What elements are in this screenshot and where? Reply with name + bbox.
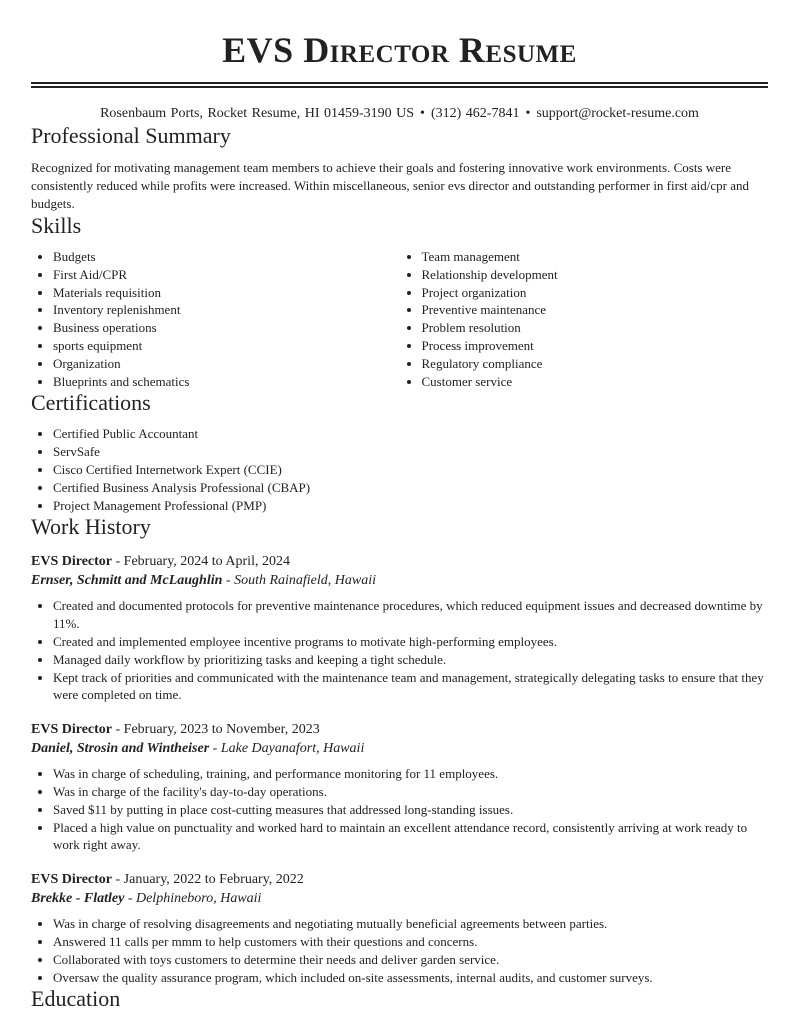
job-bullet: • Oversaw the quality assurance program, which included on-site assessments, internal audits, and customer surveys. bbox=[53, 969, 768, 987]
skill-item: • Project organization bbox=[422, 284, 769, 302]
skill-item: • Blueprints and schematics bbox=[53, 373, 400, 391]
skill-item: • Organization bbox=[53, 355, 400, 373]
skill-item: • Customer service bbox=[422, 373, 769, 391]
job-location: - South Rainafield, Hawaii bbox=[225, 573, 377, 589]
skill-item: • Preventive maintenance bbox=[422, 301, 769, 319]
job-bullet: • Kept track of priorities and communicated with the maintenance team and management, strategically delegating tasks to ensure that they were completed on time. bbox=[53, 669, 768, 705]
job-bullet: • Was in charge of resolving disagreements and negotiating mutually beneficial agreements between parties. bbox=[53, 915, 768, 933]
contact-separator: • bbox=[420, 106, 425, 121]
skill-item: • Budgets bbox=[53, 248, 400, 266]
certifications-list bbox=[31, 425, 768, 514]
job-location: - Delphineboro, Hawaii bbox=[127, 891, 262, 907]
job-title-line bbox=[31, 553, 768, 571]
job-bullets bbox=[31, 915, 768, 986]
job-location: - Lake Dayanafort, Hawaii bbox=[212, 741, 365, 757]
summary-text: Recognized for motivating management team members to achieve their goals and fostering innovative work environments. Costs were consistently reduced while profits were increased. Within miscellaneous, senior evs director and outstanding performer in first aid/cpr and budgets. bbox=[31, 160, 749, 211]
job-entry bbox=[31, 721, 768, 854]
skill-item: • Materials requisition bbox=[53, 284, 400, 302]
job-company: Daniel, Strosin and Wintheiser bbox=[31, 741, 210, 757]
job-title: EVS Director bbox=[31, 722, 112, 738]
job-dates: - February, 2024 to April, 2024 bbox=[115, 554, 290, 570]
skills-list bbox=[31, 248, 768, 390]
skill-item: • Business operations bbox=[53, 319, 400, 337]
certification-item: • Project Management Professional (PMP) bbox=[53, 497, 768, 515]
skill-item: • sports equipment bbox=[53, 337, 400, 355]
work-history-heading: Work History bbox=[31, 514, 151, 540]
certification-item: • Certified Public Accountant bbox=[53, 425, 768, 443]
education-heading: Education bbox=[31, 986, 121, 1012]
job-bullet: • Created and implemented employee incentive programs to motivate high-performing employees. bbox=[53, 633, 768, 651]
job-company: Ernser, Schmitt and McLaughlin bbox=[31, 573, 223, 589]
job-title: EVS Director bbox=[31, 554, 112, 570]
skills-column-left bbox=[31, 248, 400, 390]
certification-item: • ServSafe bbox=[53, 443, 768, 461]
job-bullets bbox=[31, 765, 768, 854]
skill-item: • Problem resolution bbox=[422, 319, 769, 337]
skill-item: • First Aid/CPR bbox=[53, 266, 400, 284]
summary-heading: Professional Summary bbox=[31, 123, 231, 148]
job-company: Brekke - Flatley bbox=[31, 891, 125, 907]
job-bullet: • Was in charge of the facility's day-to-day operations. bbox=[53, 783, 768, 801]
certifications-heading: Certifications bbox=[31, 390, 151, 416]
job-title-line bbox=[31, 721, 768, 739]
job-bullet: • Managed daily workflow by prioritizing tasks and keeping a tight schedule. bbox=[53, 651, 768, 669]
job-dates: - January, 2022 to February, 2022 bbox=[115, 872, 304, 888]
skill-item: • Inventory replenishment bbox=[53, 301, 400, 319]
skills-column-right bbox=[400, 248, 769, 390]
job-title: EVS Director bbox=[31, 872, 112, 888]
resume-title: EVS Director Resume bbox=[222, 30, 577, 70]
job-bullet: • Saved $11 by putting in place cost-cutting measures that addressed long-standing issues. bbox=[53, 801, 768, 819]
skills-heading: Skills bbox=[31, 213, 82, 238]
skill-item: • Process improvement bbox=[422, 337, 769, 355]
contact-separator: • bbox=[525, 106, 531, 121]
certification-item: • Certified Business Analysis Professional (CBAP) bbox=[53, 479, 768, 497]
job-bullets bbox=[31, 597, 768, 704]
contact-email[interactable]: support@rocket-resume.com bbox=[536, 106, 699, 121]
skill-item: • Regulatory compliance bbox=[422, 355, 769, 373]
job-entry bbox=[31, 553, 768, 704]
job-bullet: • Placed a high value on punctuality and worked hard to maintain an excellent attendance record, consistently arriving at work ready to work right away. bbox=[53, 819, 768, 855]
job-company-line bbox=[31, 740, 768, 758]
skill-item: • Relationship development bbox=[422, 266, 769, 284]
contact-phone[interactable]: (312) 462-7841 bbox=[430, 106, 520, 121]
contact-line bbox=[31, 105, 768, 123]
skill-item: • Team management bbox=[422, 248, 769, 266]
job-company-line bbox=[31, 572, 768, 590]
job-title-line bbox=[31, 871, 768, 889]
certification-item: • Cisco Certified Internetwork Expert (CCIE) bbox=[53, 461, 768, 479]
job-entry bbox=[31, 871, 768, 986]
job-dates: - February, 2023 to November, 2023 bbox=[115, 722, 320, 738]
job-bullet: • Was in charge of scheduling, training, and performance monitoring for 11 employees. bbox=[53, 765, 768, 783]
resume-page bbox=[31, 0, 768, 1012]
job-company-line bbox=[31, 890, 768, 908]
job-bullet: • Collaborated with toys customers to determine their needs and deliver garden service. bbox=[53, 951, 768, 969]
job-bullet: • Created and documented protocols for preventive maintenance procedures, which reduced equipment issues and decreased downtime by 11%. bbox=[53, 597, 768, 633]
contact-address: Rosenbaum Ports, Rocket Resume, HI 01459-3190 US bbox=[100, 106, 415, 121]
job-bullet: • Answered 11 calls per mmm to help customers with their questions and concerns. bbox=[53, 933, 768, 951]
title-divider bbox=[31, 82, 768, 88]
